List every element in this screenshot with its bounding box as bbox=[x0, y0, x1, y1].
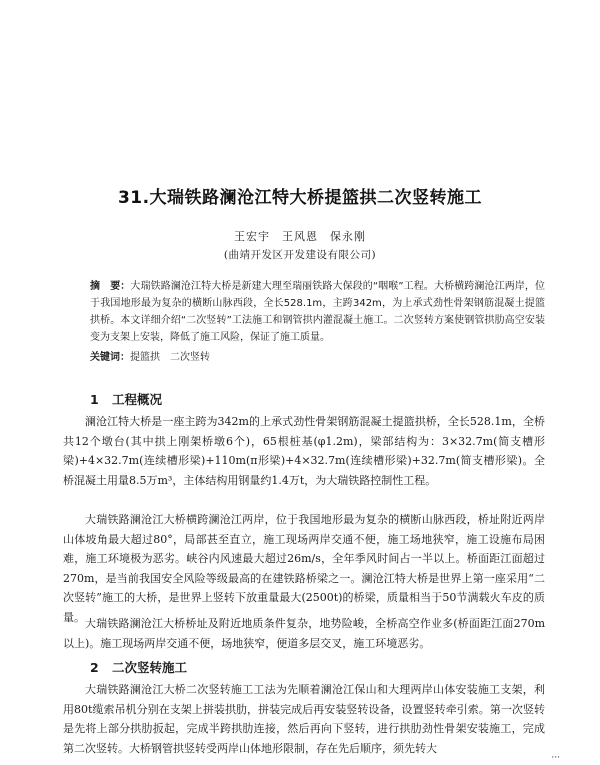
abstract bbox=[90, 278, 545, 346]
abstract-text: 大瑞铁路澜沧江特大桥是新建大理至瑞丽铁路大保段的“咽喉”工程。大桥横跨澜沧江两岸，位于我国地形最为复杂的横断山脉西段，全长528.1m，主跨342m，为上承式劲性骨架钢筋混凝土提篮拱桥。本文详细介绍“二次竖转”工法施工和钢管拱内灌混凝土施工。二次竖转方案使钢管拱肋高空安装变为支架上安装，降低了施工风险，保证了施工质量。 bbox=[90, 281, 545, 343]
abstract-label: 摘 要： bbox=[90, 281, 131, 292]
author-list: 王宏宇 王风恩 保永刚 bbox=[234, 230, 366, 243]
paper-title: 31.大瑞铁路澜沧江特大桥提篮拱二次竖转施工 bbox=[117, 188, 483, 208]
section-heading-2 bbox=[90, 658, 187, 676]
paragraph: 大瑞铁路澜沧江大桥二次竖转施工工法为先顺着澜沧江保山和大理两岸山体安装施工支架，利用80t缆索吊机分别在支架上拼装拱肋，拼装完成后再安装竖转设备，设置竖转牵引索。第一次竖转是先将上部分拱肋扳起，完成半跨拱肋连接，然后再向下竖转，进行拱肋劲性骨架安装施工，完成第二次竖转。大桥钢管拱竖转受两岸山体地形限制，存在先后顺序，须先转大 bbox=[63, 683, 545, 755]
paragraph: 澜沧江特大桥是一座主跨为342m的上承式劲性骨架钢筋混凝土提篮拱桥，全长528.1m，全桥共12个墩台(其中拱上刚架桥墩6个)，65根桩基(φ1.2m)，梁部结构为：3×32.7m(简支槽形梁)+4×32.7m(连续槽形梁)+110m(π形梁)+4×32.7m(连续槽形梁)+32.7m(简支槽形梁)。全桥混凝土用量8.5万m³，主体结构用钢量约1.4万t，为大瑞铁路控制性工程。 bbox=[63, 415, 545, 487]
keywords-text: 提篮拱 二次竖转 bbox=[130, 352, 210, 363]
keywords-label: 关键词： bbox=[90, 352, 130, 363]
paragraph: 大瑞铁路澜沧江大桥横跨澜沧江两岸，位于我国地形最为复杂的横断山脉西段，桥址附近两岸山体坡角最大超过80°，局部甚至直立，施工现场两岸交通不便，施工场地狭窄，施工设施布局困难，施工环境极为恶劣。峡谷内风速最大超过26m/s，全年季风时间占一半以上。桥面距江面超过270m，是当前我国安全风险等级最高的在建铁路桥梁之一。澜沧江特大桥是世界上第一座采用“二次竖转”施工的大桥，是世界上竖转下放重量最大(2500t)的桥梁，质量相当于50节满载火车皮的质量。 bbox=[63, 513, 545, 624]
section-title: 二次竖转施工 bbox=[112, 660, 188, 675]
section-heading-1 bbox=[90, 390, 162, 408]
section-number: 1 bbox=[90, 392, 99, 407]
section-title: 工程概况 bbox=[112, 392, 163, 407]
page-corner-mark: ··· bbox=[551, 753, 560, 763]
paragraph: 大瑞铁路澜沧江大桥桥址及附近地质条件复杂，地势险峻，全桥高空作业多(桥面距江面270m以上)。施工现场两岸交通不便，场地狭窄，便道多层交叉，施工环境恶劣。 bbox=[63, 617, 545, 650]
keywords bbox=[90, 348, 210, 363]
section-number: 2 bbox=[90, 660, 99, 675]
affiliation: (曲靖开发区开发建设有限公司) bbox=[223, 249, 377, 261]
